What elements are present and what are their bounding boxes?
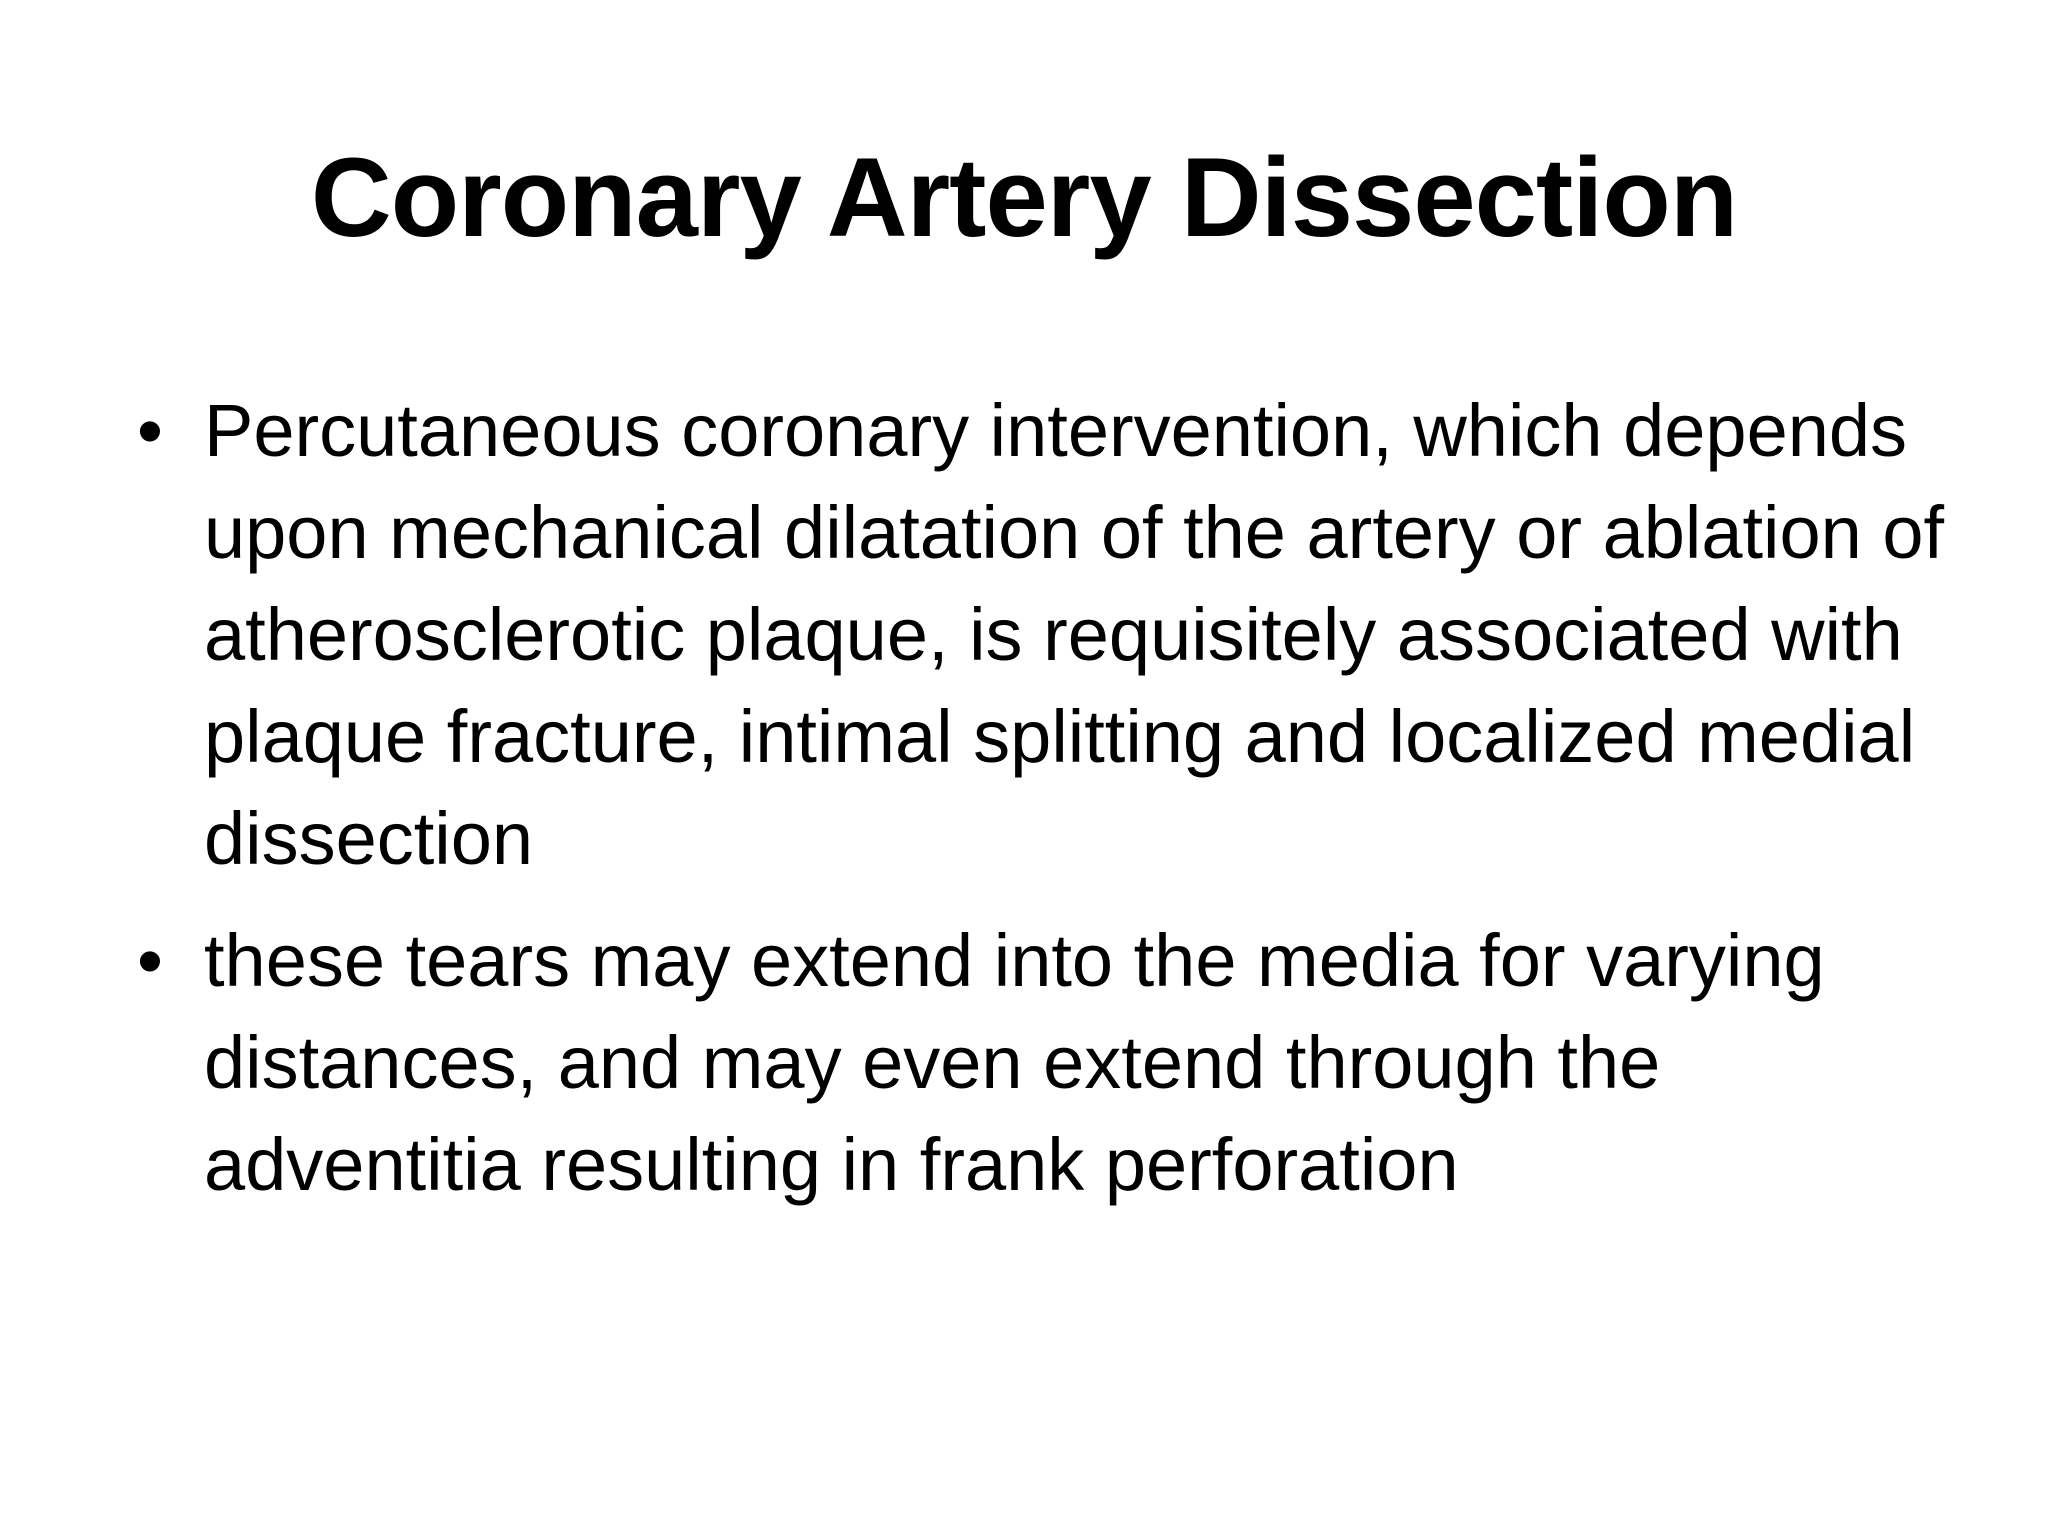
bullet-text: these tears may extend into the media for varying distances, and may even extend through the adventitia resulting in frank perforation <box>204 919 1825 1206</box>
bullet-item <box>120 910 1960 1216</box>
bullet-dot-icon: • <box>137 919 163 1002</box>
bullet-text: Percutaneous coronary intervention, which depends upon mechanical dilatation of the artery or ablation of atherosclerotic plaque, is requisitely associated with plaque fracture, intimal splitting and localized medial dissection <box>204 389 1945 880</box>
bullet-dot-icon: • <box>137 389 163 472</box>
bullet-item <box>120 380 1960 890</box>
slide-title: Coronary Artery Dissection <box>310 135 1738 260</box>
bullet-list <box>120 380 1960 1236</box>
